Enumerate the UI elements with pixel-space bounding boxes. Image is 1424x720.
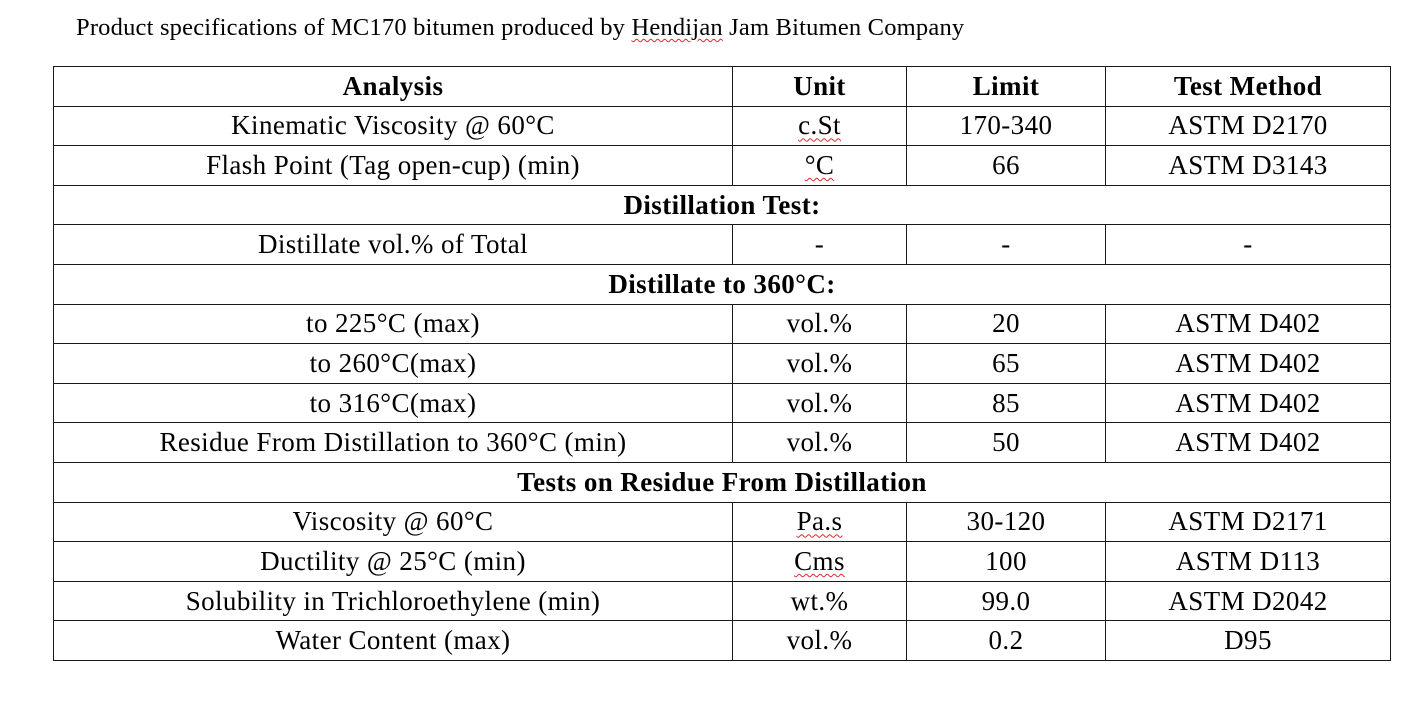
table-header-row bbox=[54, 67, 1391, 107]
cell-test-method: ASTM D2171 bbox=[1106, 502, 1391, 542]
cell-analysis: Flash Point (Tag open-cup) (min) bbox=[54, 146, 733, 186]
cell-test-method: ASTM D402 bbox=[1106, 344, 1391, 384]
cell-limit: 170-340 bbox=[907, 106, 1106, 146]
table-row bbox=[54, 423, 1391, 463]
cell-analysis: to 260°C(max) bbox=[54, 344, 733, 384]
cell-test-method: - bbox=[1106, 225, 1391, 265]
cell-unit: vol.% bbox=[733, 304, 907, 344]
cell-test-method: ASTM D2042 bbox=[1106, 581, 1391, 621]
table-row bbox=[54, 106, 1391, 146]
header-unit: Unit bbox=[733, 67, 907, 107]
cell-test-method: ASTM D3143 bbox=[1106, 146, 1391, 186]
table-row bbox=[54, 542, 1391, 582]
unit-flagged-text: Pa.s bbox=[796, 506, 843, 537]
cell-analysis: Distillate vol.% of Total bbox=[54, 225, 733, 265]
cell-test-method: ASTM D402 bbox=[1106, 383, 1391, 423]
cell-test-method: ASTM D402 bbox=[1106, 304, 1391, 344]
table-row bbox=[54, 621, 1391, 661]
cell-limit: 65 bbox=[907, 344, 1106, 384]
cell-limit: 20 bbox=[907, 304, 1106, 344]
specifications-table bbox=[53, 66, 1391, 661]
unit-flagged-text: °C bbox=[804, 149, 835, 180]
table-row bbox=[54, 146, 1391, 186]
cell-analysis: Ductility @ 25°C (min) bbox=[54, 542, 733, 582]
table-row bbox=[54, 383, 1391, 423]
cell-limit: 66 bbox=[907, 146, 1106, 186]
caption-flagged-word: Hendijan bbox=[631, 14, 723, 41]
caption-text-start: Product specifications of MC170 bitumen produced by bbox=[76, 14, 632, 41]
header-limit: Limit bbox=[907, 67, 1106, 107]
section-heading: Tests on Residue From Distillation bbox=[54, 462, 1391, 502]
cell-test-method: D95 bbox=[1106, 621, 1391, 661]
cell-analysis: Kinematic Viscosity @ 60°C bbox=[54, 106, 733, 146]
table-row bbox=[54, 304, 1391, 344]
cell-unit: vol.% bbox=[733, 383, 907, 423]
cell-analysis: Water Content (max) bbox=[54, 621, 733, 661]
cell-unit bbox=[733, 106, 907, 146]
cell-test-method: ASTM D2170 bbox=[1106, 106, 1391, 146]
cell-test-method: ASTM D402 bbox=[1106, 423, 1391, 463]
cell-limit: 85 bbox=[907, 383, 1106, 423]
cell-unit: vol.% bbox=[733, 423, 907, 463]
cell-analysis: Solubility in Trichloroethylene (min) bbox=[54, 581, 733, 621]
header-test-method: Test Method bbox=[1106, 67, 1391, 107]
cell-analysis: Viscosity @ 60°C bbox=[54, 502, 733, 542]
cell-analysis: to 225°C (max) bbox=[54, 304, 733, 344]
cell-limit: 50 bbox=[907, 423, 1106, 463]
cell-analysis: Residue From Distillation to 360°C (min) bbox=[54, 423, 733, 463]
cell-limit: 100 bbox=[907, 542, 1106, 582]
cell-limit: 0.2 bbox=[907, 621, 1106, 661]
unit-flagged-text: c.St bbox=[798, 110, 841, 141]
cell-test-method: ASTM D113 bbox=[1106, 542, 1391, 582]
header-analysis: Analysis bbox=[54, 67, 733, 107]
caption-text-end: Jam Bitumen Company bbox=[722, 14, 965, 41]
section-heading: Distillate to 360°C: bbox=[54, 264, 1391, 304]
cell-limit: 99.0 bbox=[907, 581, 1106, 621]
cell-limit: - bbox=[907, 225, 1106, 265]
cell-unit bbox=[733, 542, 907, 582]
cell-analysis: to 316°C(max) bbox=[54, 383, 733, 423]
section-heading: Distillation Test: bbox=[54, 185, 1391, 225]
cell-unit: - bbox=[733, 225, 907, 265]
table-caption bbox=[76, 14, 964, 42]
cell-unit bbox=[733, 146, 907, 186]
cell-unit: wt.% bbox=[733, 581, 907, 621]
table-row bbox=[54, 225, 1391, 265]
section-row bbox=[54, 264, 1391, 304]
section-row bbox=[54, 462, 1391, 502]
table-row bbox=[54, 581, 1391, 621]
cell-limit: 30-120 bbox=[907, 502, 1106, 542]
cell-unit bbox=[733, 502, 907, 542]
cell-unit: vol.% bbox=[733, 344, 907, 384]
table-row bbox=[54, 502, 1391, 542]
unit-flagged-text: Cms bbox=[794, 545, 845, 576]
section-row bbox=[54, 185, 1391, 225]
table-row bbox=[54, 344, 1391, 384]
table-body bbox=[54, 106, 1391, 660]
cell-unit: vol.% bbox=[733, 621, 907, 661]
